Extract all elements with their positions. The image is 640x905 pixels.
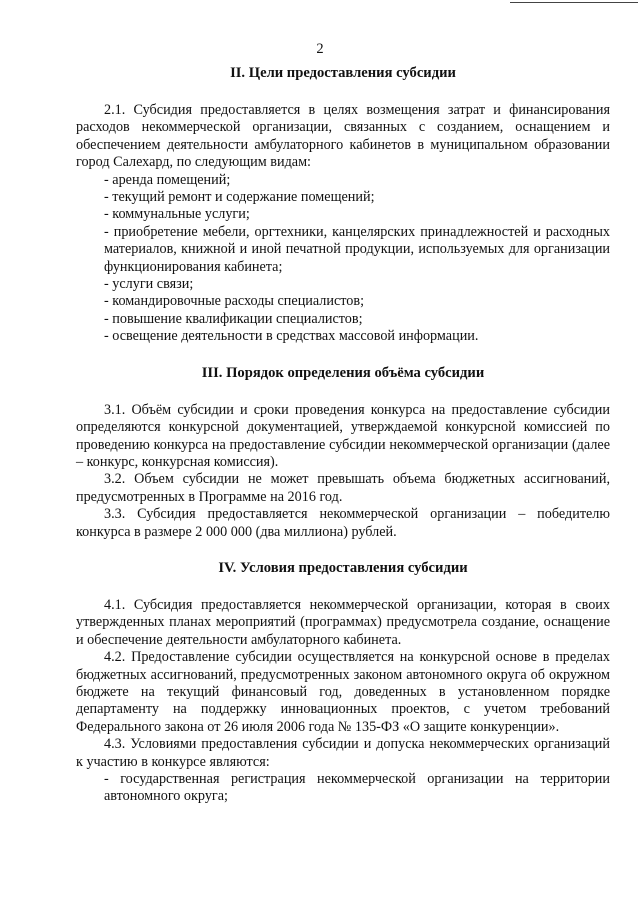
list-item: - коммунальные услуги; xyxy=(104,206,610,223)
paragraph-3-1: 3.1. Объём субсидии и сроки проведения конкурса на предоставление субсидии определяются конкурсной документацией, утверждаемой конкурсной комиссией по проведению конкурса на предоставление субсидии некоммерческой организации (далее – конкурс, конкурсная комиссия). xyxy=(76,401,610,470)
paragraph-2-1: 2.1. Субсидия предоставляется в целях возмещения затрат и финансирования расходов некоммерческой организации, связанных с созданием, оснащением и обеспечением деятельности амбулаторного кабинетов в муниципальном образовании город Салехард, по следующим видам: xyxy=(76,102,610,171)
section-heading: II. Цели предоставления субсидии xyxy=(230,65,456,81)
paragraph-3-3: 3.3. Субсидия предоставляется некоммерческой организации – победителю конкурса в размере 2 000 000 (два миллиона) рублей. xyxy=(76,506,610,540)
list-item: - аренда помещений; xyxy=(104,172,610,189)
paragraph-3-2: 3.2. Объем субсидии не может превышать объема бюджетных ассигнований, предусмотренных в Программе на 2016 год. xyxy=(76,471,610,505)
section-heading: IV. Условия предоставления субсидии xyxy=(218,559,468,576)
list-item: - государственная регистрация некоммерческой организации на территории автономного округа; xyxy=(104,771,610,806)
list-item: - повышение квалификации специалистов; xyxy=(104,311,610,328)
expense-list xyxy=(76,172,610,346)
document-body xyxy=(76,64,610,824)
list-item: - командировочные расходы специалистов; xyxy=(104,293,610,310)
section-amount xyxy=(76,364,610,541)
paragraph-4-1: 4.1. Субсидия предоставляется некоммерческой организации, которая в своих утвержденных планах мероприятий (программах) предусмотрела создание, оснащение и обеспечение деятельности амбулаторного кабинета. xyxy=(76,596,610,648)
list-item: - освещение деятельности в средствах массовой информации. xyxy=(104,328,610,345)
page-number: 2 xyxy=(316,41,324,57)
paragraph-4-3: 4.3. Условиями предоставления субсидии и допуска некоммерческих организаций к участию в конкурсе являются: xyxy=(76,736,610,770)
section-conditions xyxy=(76,559,610,806)
top-edge-line xyxy=(510,2,638,3)
conditions-list xyxy=(76,771,610,806)
list-item: - услуги связи; xyxy=(104,276,610,293)
section-goals xyxy=(76,64,610,346)
list-item: - приобретение мебели, оргтехники, канцелярских принадлежностей и расходных материалов, книжной и иной печатной продукции, используемых для организации функционирования кабинета; xyxy=(104,224,610,276)
paragraph-4-2: 4.2. Предоставление субсидии осуществляется на конкурсной основе в пределах бюджетных ассигнований, предусмотренных законом автономного округа об окружном бюджете на текущий финансовый год, доведенных в установленном порядке департаменту на поддержку инновационных проектов, с учетом требований Федерального закона от 26 июля 2006 года № 135-ФЗ «О защите конкуренции». xyxy=(76,649,610,735)
list-item: - текущий ремонт и содержание помещений; xyxy=(104,189,610,206)
section-heading: III. Порядок определения объёма субсидии xyxy=(201,364,485,381)
